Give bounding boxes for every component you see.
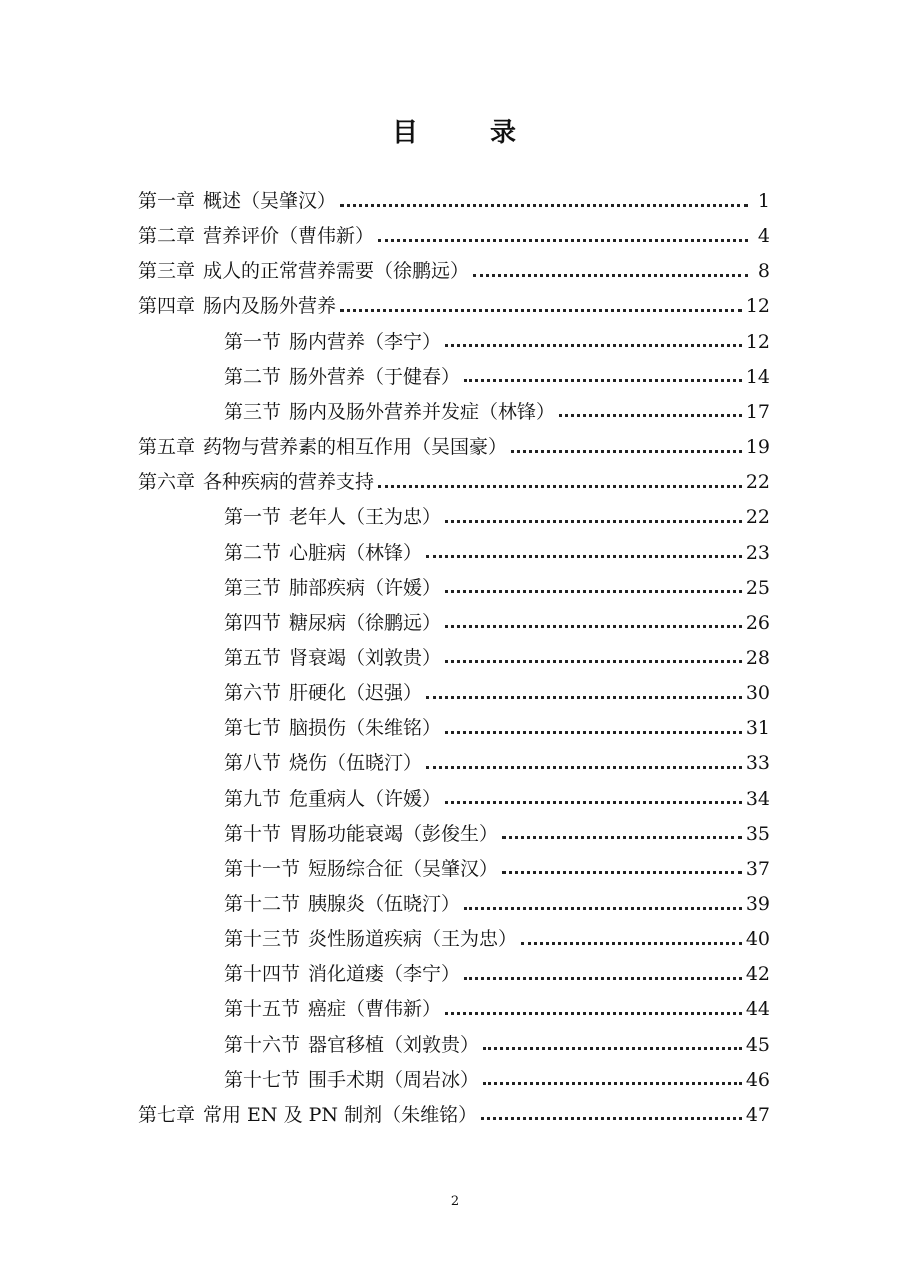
- dot-leader: [445, 800, 742, 804]
- toc-entry-page: 47: [745, 1103, 770, 1126]
- toc-entry-title: 药物与营养素的相互作用（吴国豪）: [203, 436, 508, 459]
- toc-entry-label: [138, 1098, 477, 1133]
- toc-entry-chapter: [138, 465, 770, 500]
- dot-leader: [378, 238, 748, 242]
- toc-entry-label: [138, 219, 374, 254]
- dot-leader: [473, 273, 748, 277]
- toc-entry-label: [138, 465, 374, 500]
- dot-leader: [445, 659, 742, 663]
- dot-leader: [464, 976, 742, 980]
- toc-entry-section: [224, 571, 770, 606]
- dot-leader: [445, 730, 742, 734]
- toc-entry-page: 42: [745, 963, 770, 986]
- dot-leader: [378, 484, 742, 488]
- toc-entry-page: 34: [745, 787, 770, 810]
- toc-entry-number: 第十五节: [224, 998, 301, 1021]
- toc-entry-number: 第九节: [224, 787, 282, 810]
- toc-entry-section: [224, 711, 770, 746]
- toc-entry-section: [224, 536, 770, 571]
- toc-entry-label: [224, 746, 422, 781]
- toc-entry-title: 成人的正常营养需要（徐鹏远）: [203, 260, 470, 283]
- toc-entry-number: 第七节: [224, 717, 282, 740]
- toc-entry-number: 第二节: [224, 541, 282, 564]
- dot-leader: [511, 449, 742, 453]
- toc-entry-section: [224, 676, 770, 711]
- toc-entry-page: 14: [745, 365, 770, 388]
- toc-entry-label: [224, 1028, 479, 1063]
- toc-entry-title: 肠内及肠外营养并发症（林锋）: [289, 400, 556, 423]
- toc-entry-number: 第一节: [224, 330, 282, 353]
- toc-entry-section: [224, 852, 770, 887]
- dot-leader: [502, 835, 742, 839]
- dot-leader: [445, 624, 742, 628]
- dot-leader: [502, 870, 742, 874]
- toc-entry-page: 28: [745, 646, 770, 669]
- toc-entry-label: [224, 817, 498, 852]
- toc-entry-title: 肝硬化（迟强）: [289, 682, 423, 705]
- toc-entry-page: 22: [745, 506, 770, 529]
- toc-entry-title: 常用 EN 及 PN 制剂（朱维铭）: [203, 1103, 478, 1126]
- toc-entry-title: 胰腺炎（伍晓汀）: [308, 893, 461, 915]
- toc-entry-title: 肾衰竭（刘敦贵）: [289, 646, 442, 669]
- toc-entry-label: [224, 852, 498, 887]
- toc-entry-section: [224, 325, 770, 360]
- toc-entry-page: 23: [745, 541, 770, 564]
- toc-entry-section: [224, 992, 770, 1027]
- toc-entry-title: 老年人（王为忠）: [289, 506, 442, 529]
- toc-entry-section: [224, 957, 770, 992]
- toc-entry-page: 25: [745, 576, 770, 599]
- toc-entry-title: 短肠综合征（吴肇汉）: [308, 857, 499, 880]
- toc-entry-title: 危重病人（许媛）: [289, 787, 442, 810]
- toc-entry-chapter: [138, 219, 770, 254]
- toc-entry-section: [224, 1028, 770, 1063]
- toc-entry-title: 器官移植（刘敦贵）: [308, 1033, 480, 1056]
- toc-entry-number: 第十节: [224, 822, 282, 845]
- toc-entry-number: 第六章: [138, 471, 196, 494]
- toc-entry-chapter: [138, 289, 770, 324]
- toc-entry-title: 各种疾病的营养支持: [203, 471, 375, 494]
- toc-entry-number: 第十一节: [224, 857, 301, 880]
- toc-entry-page: 44: [745, 998, 770, 1021]
- toc-entry-title: 脑损伤（朱维铭）: [289, 717, 442, 740]
- toc-entry-number: 第八节: [224, 752, 282, 775]
- toc-entry-page: 35: [745, 822, 770, 845]
- toc-entry-label: [138, 184, 336, 219]
- dot-leader: [445, 589, 742, 593]
- dot-leader: [426, 695, 742, 699]
- title-char-left: 目: [391, 118, 420, 148]
- toc-entry-chapter: [138, 430, 770, 465]
- toc-entry-number: 第十七节: [224, 1068, 301, 1091]
- toc-entry-title: 概述（吴肇汉）: [203, 190, 337, 212]
- dot-leader: [445, 1011, 742, 1015]
- toc-entry-title: 肺部疾病（许媛）: [289, 576, 442, 599]
- toc-entry-page: 39: [745, 893, 770, 915]
- toc-entry-page: 19: [745, 436, 770, 459]
- toc-entry-section: [224, 606, 770, 641]
- dot-leader: [521, 941, 742, 945]
- toc-entry-number: 第四节: [224, 611, 282, 634]
- toc-entry-number: 第四章: [138, 295, 196, 318]
- toc-entry-number: 第三章: [138, 260, 196, 283]
- toc-entry-number: 第二节: [224, 365, 282, 388]
- toc-entry-label: [224, 536, 422, 571]
- toc-entry-label: [224, 676, 422, 711]
- dot-leader: [483, 1081, 742, 1085]
- toc-entry-page: 4: [757, 225, 770, 248]
- toc-entry-label: [224, 571, 441, 606]
- toc-entry-section: [224, 887, 770, 922]
- toc-entry-page: 22: [745, 471, 770, 494]
- toc-entry-number: 第五节: [224, 646, 282, 669]
- toc-entry-title: 癌症（曹伟新）: [308, 998, 442, 1021]
- toc-entry-title: 消化道瘘（李宁）: [308, 963, 461, 986]
- toc-entry-section: [224, 360, 770, 395]
- toc-entry-page: 17: [745, 400, 770, 423]
- dot-leader: [483, 1046, 742, 1050]
- toc-entry-section: [224, 922, 770, 957]
- page-title: [0, 112, 910, 149]
- toc-entry-label: [224, 1063, 479, 1098]
- dot-leader: [445, 519, 742, 523]
- toc-entry-label: [138, 254, 469, 289]
- dot-leader: [481, 1116, 742, 1120]
- toc-entry-number: 第一节: [224, 506, 282, 529]
- dot-leader: [445, 343, 742, 347]
- toc-entry-label: [224, 957, 460, 992]
- toc-entry-page: 31: [745, 717, 770, 740]
- dot-leader: [426, 765, 742, 769]
- toc-entry-page: 1: [757, 190, 770, 212]
- toc-entry-label: [224, 711, 441, 746]
- toc-entry-section: [224, 500, 770, 535]
- toc-entry-title: 肠内及肠外营养: [203, 295, 337, 318]
- page-number: 2: [450, 1194, 460, 1209]
- toc-entry-page: 45: [745, 1033, 770, 1056]
- dot-leader: [559, 413, 742, 417]
- toc-entry-page: 26: [745, 611, 770, 634]
- toc-entry-number: 第二章: [138, 225, 196, 248]
- toc-entry-section: [224, 395, 770, 430]
- toc-entry-title: 烧伤（伍晓汀）: [289, 752, 423, 775]
- toc-entry-title: 心脏病（林锋）: [289, 541, 423, 564]
- toc-entry-number: 第三节: [224, 576, 282, 599]
- toc-entry-title: 炎性肠道疾病（王为忠）: [308, 928, 518, 951]
- toc-entry-chapter: [138, 1098, 770, 1133]
- toc-entry-label: [224, 922, 517, 957]
- toc-entry-label: [138, 289, 336, 324]
- toc-entry-page: 40: [745, 928, 770, 951]
- toc-entry-section: [224, 817, 770, 852]
- toc-entry-label: [224, 500, 441, 535]
- toc-entry-page: 37: [745, 857, 770, 880]
- toc-entry-number: 第一章: [138, 190, 196, 212]
- dot-leader: [464, 378, 742, 382]
- toc-entry-title: 胃肠功能衰竭（彭俊生）: [289, 822, 499, 845]
- toc-entry-number: 第十三节: [224, 928, 301, 951]
- toc-entry-label: [224, 641, 441, 676]
- toc-entry-title: 肠内营养（李宁）: [289, 330, 442, 353]
- title-char-right: 录: [490, 118, 519, 148]
- dot-leader: [464, 906, 742, 910]
- toc-entry-number: 第三节: [224, 400, 282, 423]
- toc-entry-label: [224, 395, 555, 430]
- toc-entry-label: [224, 992, 441, 1027]
- dot-leader: [340, 203, 748, 207]
- toc-entry-section: [224, 746, 770, 781]
- toc-entry-section: [224, 641, 770, 676]
- toc-entry-chapter: [138, 254, 770, 289]
- toc-entry-title: 营养评价（曹伟新）: [203, 225, 375, 248]
- toc-entry-number: 第十六节: [224, 1033, 301, 1056]
- toc-entry-label: [224, 325, 441, 360]
- toc-entry-chapter: [138, 184, 770, 219]
- dot-leader: [426, 554, 742, 558]
- toc-entry-label: [224, 360, 460, 395]
- toc-entry-number: 第十二节: [224, 893, 301, 915]
- toc-entry-page: 12: [745, 330, 770, 353]
- toc-entry-number: 第七章: [138, 1103, 196, 1126]
- toc-entry-label: [224, 606, 441, 641]
- toc-entry-page: 33: [745, 752, 770, 775]
- toc-entry-page: 46: [745, 1068, 770, 1091]
- toc-entry-page: 8: [757, 260, 770, 283]
- toc-entry-label: [224, 887, 460, 922]
- toc-entry-label: [138, 430, 507, 465]
- toc-entry-number: 第十四节: [224, 963, 301, 986]
- toc-entry-number: 第五章: [138, 436, 196, 459]
- toc-entry-title: 糖尿病（徐鹏远）: [289, 611, 442, 634]
- toc-entry-title: 肠外营养（于健春）: [289, 365, 461, 388]
- dot-leader: [340, 308, 742, 312]
- toc-entry-page: 30: [745, 682, 770, 705]
- toc-entry-section: [224, 782, 770, 817]
- toc-entry-section: [224, 1063, 770, 1098]
- toc-entry-title: 围手术期（周岩冰）: [308, 1068, 480, 1091]
- toc-entry-label: [224, 782, 441, 817]
- toc-entry-number: 第六节: [224, 682, 282, 705]
- toc-entry-page: 12: [745, 295, 770, 318]
